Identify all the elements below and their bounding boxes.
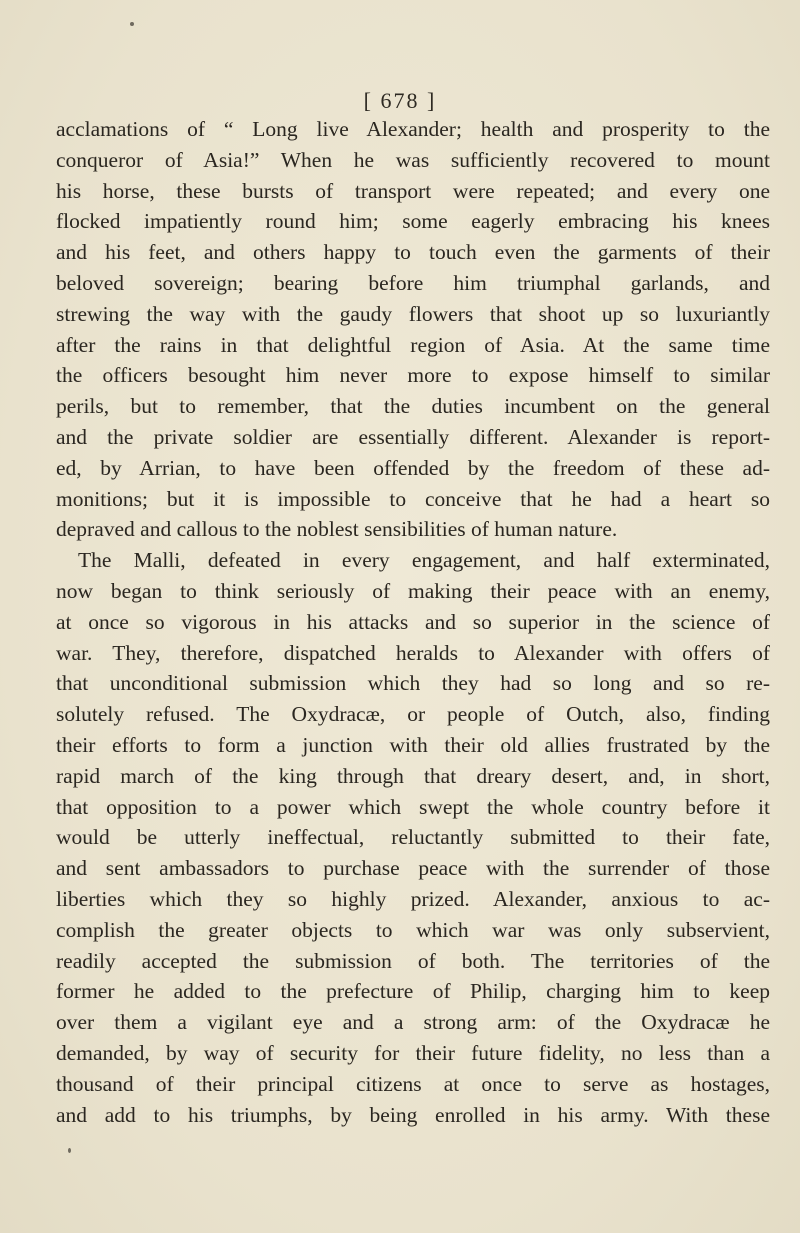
text-line: at once so vigorous in his attacks and so superior in the science of bbox=[56, 609, 770, 634]
text-line: now began to think seriously of making their peace with an enemy, bbox=[56, 578, 770, 603]
paper-speck bbox=[130, 22, 134, 26]
text-line: readily accepted the submission of both. The territories of the bbox=[56, 948, 770, 973]
text-line: depraved and callous to the noblest sensibilities of human nature. bbox=[56, 517, 618, 542]
page-number: [ 678 ] bbox=[363, 88, 437, 113]
text-line: former he added to the prefecture of Philip, charging him to keep bbox=[56, 979, 770, 1004]
text-line: The Malli, defeated in every engagement, and half exterminated, bbox=[78, 548, 770, 573]
text-line: acclamations of “ Long live Alexander; health and prosperity to the bbox=[56, 117, 770, 141]
text-line: flocked impatiently round him; some eagerly embracing his knees bbox=[56, 209, 770, 234]
text-line: would be utterly ineffectual, reluctantly submitted to their fate, bbox=[56, 825, 770, 850]
text-line: demanded, by way of security for their future fidelity, no less than a bbox=[56, 1040, 770, 1065]
text-line: complish the greater objects to which war was only subservient, bbox=[56, 917, 770, 942]
text-line: thousand of their principal citizens at once to serve as hostages, bbox=[56, 1071, 770, 1096]
paper-speck bbox=[68, 1148, 71, 1153]
text-line: that opposition to a power which swept the whole country before it bbox=[56, 794, 770, 819]
text-line: perils, but to remember, that the duties incumbent on the general bbox=[56, 394, 770, 419]
text-line: their efforts to form a junction with their old allies frustrated by the bbox=[56, 732, 770, 757]
text-line: rapid march of the king through that dreary desert, and, in short, bbox=[56, 763, 770, 788]
text-line: ed, by Arrian, to have been offended by the freedom of these ad- bbox=[56, 455, 770, 480]
text-line: beloved sovereign; bearing before him triumphal garlands, and bbox=[56, 270, 770, 295]
text-line: and the private soldier are essentially different. Alexander is report- bbox=[56, 424, 770, 449]
text-line: solutely refused. The Oxydracæ, or people of Outch, also, finding bbox=[56, 702, 770, 727]
text-line: his horse, these bursts of transport were repeated; and every one bbox=[56, 178, 770, 203]
text-line: that unconditional submission which they had so long and so re- bbox=[56, 671, 770, 696]
text-line: and add to his triumphs, by being enrolled in his army. With these bbox=[56, 1102, 770, 1127]
text-line: and his feet, and others happy to touch even the garments of their bbox=[56, 240, 770, 265]
text-line: liberties which they so highly prized. Alexander, anxious to ac- bbox=[56, 886, 770, 911]
text-line: over them a vigilant eye and a strong arm: of the Oxydracæ he bbox=[56, 1010, 770, 1035]
text-line: conqueror of Asia!” When he was sufficiently recovered to mount bbox=[56, 147, 770, 172]
text-line: after the rains in that delightful region of Asia. At the same time bbox=[56, 332, 770, 357]
text-line: war. They, therefore, dispatched heralds to Alexander with offers of bbox=[56, 640, 770, 665]
text-line: monitions; but it is impossible to conceive that he had a heart so bbox=[56, 486, 770, 511]
body-text bbox=[56, 114, 770, 1130]
text-line: strewing the way with the gaudy flowers that shoot up so luxuriantly bbox=[56, 301, 770, 326]
text-line: the officers besought him never more to expose himself to similar bbox=[56, 363, 770, 388]
text-line: and sent ambassadors to purchase peace with the surrender of those bbox=[56, 856, 770, 881]
